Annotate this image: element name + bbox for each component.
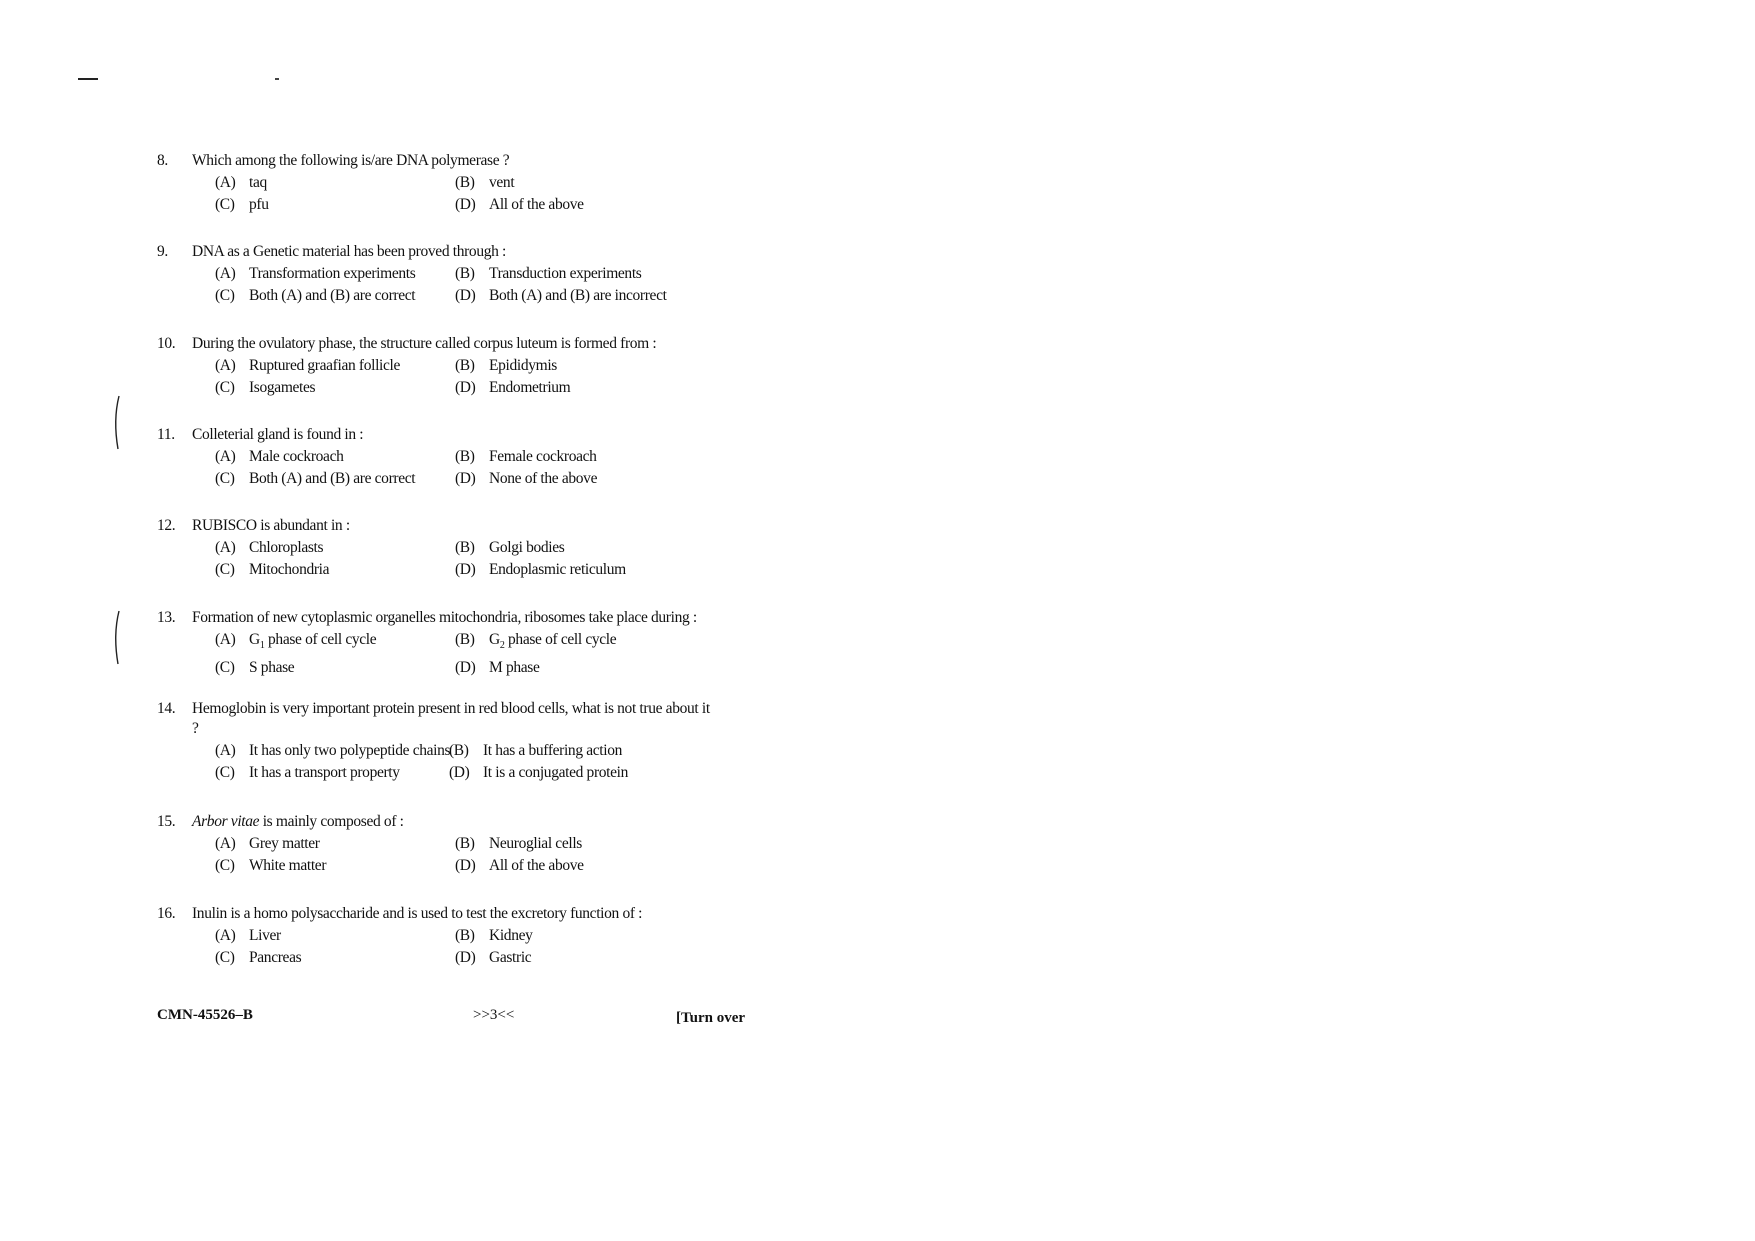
option-text: Golgi bodies xyxy=(489,539,565,556)
option-d xyxy=(455,856,695,876)
option-text: Both (A) and (B) are correct xyxy=(249,470,416,487)
question-text: Colleterial gland is found in : xyxy=(192,426,364,443)
option-label: (A) xyxy=(215,174,236,191)
option-b xyxy=(455,630,695,656)
option-a xyxy=(215,447,455,467)
option-label: (D) xyxy=(455,659,476,677)
option-label: (C) xyxy=(215,949,235,966)
question-number: 9. xyxy=(157,243,168,260)
page-number: >>3<< xyxy=(473,1007,515,1023)
question-number: 10. xyxy=(157,335,176,352)
option-c xyxy=(215,658,455,678)
question-10 xyxy=(157,334,757,398)
option-label: (D) xyxy=(455,561,476,578)
option-label: (D) xyxy=(455,949,476,966)
option-text: S phase xyxy=(249,659,295,677)
option-a xyxy=(215,741,449,761)
option-text: Pancreas xyxy=(249,949,302,966)
margin-bracket-mark xyxy=(110,395,124,450)
option-a xyxy=(215,356,455,376)
option-text-rest: phase of cell cycle xyxy=(268,631,377,648)
option-b xyxy=(455,356,695,376)
option-label: (B) xyxy=(455,357,475,374)
option-a xyxy=(215,264,455,284)
option-label: (C) xyxy=(215,470,235,487)
option-d xyxy=(455,948,695,968)
option-label: (D) xyxy=(455,379,476,396)
margin-bracket-mark xyxy=(110,610,124,665)
option-a xyxy=(215,173,455,193)
question-number: 13. xyxy=(157,609,176,626)
option-d xyxy=(455,560,695,580)
option-label: (C) xyxy=(215,561,235,578)
option-text: Epididymis xyxy=(489,357,557,374)
question-text: During the ovulatory phase, the structure called corpus luteum is formed from : xyxy=(192,335,657,352)
option-label: (B) xyxy=(455,631,475,648)
question-number: 11. xyxy=(157,426,175,443)
phase-subscript: 2 xyxy=(499,640,505,652)
option-label: (B) xyxy=(455,927,475,944)
option-label: (B) xyxy=(455,448,475,465)
option-text: pfu xyxy=(249,196,269,213)
option-label: (B) xyxy=(455,835,475,852)
option-text: Kidney xyxy=(489,927,533,944)
option-label: (D) xyxy=(455,857,476,874)
phase-letter: G xyxy=(249,631,260,648)
option-b xyxy=(449,741,689,761)
option-text: Both (A) and (B) are incorrect xyxy=(489,287,667,304)
option-label: (D) xyxy=(455,196,476,213)
option-text: Grey matter xyxy=(249,835,320,852)
option-d xyxy=(455,658,695,678)
question-16 xyxy=(157,904,757,968)
question-15 xyxy=(157,812,757,876)
option-b xyxy=(455,834,695,854)
option-d xyxy=(455,378,695,398)
option-text: Ruptured graafian follicle xyxy=(249,357,401,374)
option-label: (A) xyxy=(215,927,236,944)
question-text xyxy=(192,812,757,832)
question-text: DNA as a Genetic material has been proved through : xyxy=(192,243,507,260)
option-text: None of the above xyxy=(489,470,598,487)
option-label: (D) xyxy=(449,764,470,781)
phase-subscript: 1 xyxy=(259,640,265,652)
question-text: Inulin is a homo polysaccharide and is used to test the excretory function of : xyxy=(192,905,643,922)
option-text: It is a conjugated protein xyxy=(483,764,628,781)
option-text: White matter xyxy=(249,857,327,874)
option-text: It has a transport property xyxy=(249,764,400,781)
option-a xyxy=(215,926,455,946)
option-text: Endoplasmic reticulum xyxy=(489,561,626,578)
option-text: M phase xyxy=(489,659,540,677)
question-text: Formation of new cytoplasmic organelles mitochondria, ribosomes take place during : xyxy=(192,609,697,626)
option-text: Female cockroach xyxy=(489,448,597,465)
question-13 xyxy=(157,608,757,678)
phase-letter: G xyxy=(489,631,500,648)
option-text: Transduction experiments xyxy=(489,265,642,282)
option-c xyxy=(215,560,455,580)
question-12 xyxy=(157,516,757,580)
option-text: Isogametes xyxy=(249,379,316,396)
option-label: (A) xyxy=(215,835,236,852)
option-label: (B) xyxy=(455,539,475,556)
option-b xyxy=(455,447,695,467)
option-label: (C) xyxy=(215,287,235,304)
question-14 xyxy=(157,699,717,783)
option-a xyxy=(215,538,455,558)
question-italic-term: Arbor vitae xyxy=(192,813,260,830)
option-text xyxy=(249,630,376,656)
option-label: (A) xyxy=(215,539,236,556)
option-c xyxy=(215,763,449,783)
option-text: All of the above xyxy=(489,857,584,874)
option-label: (C) xyxy=(215,196,235,213)
option-text: Male cockroach xyxy=(249,448,344,465)
option-label: (D) xyxy=(455,470,476,487)
question-number: 15. xyxy=(157,813,176,830)
question-number: 14. xyxy=(157,700,176,717)
option-b xyxy=(455,173,695,193)
option-text: taq xyxy=(249,174,267,191)
option-text: All of the above xyxy=(489,196,584,213)
option-text: Both (A) and (B) are correct xyxy=(249,287,416,304)
option-label: (C) xyxy=(215,659,235,677)
option-label: (D) xyxy=(455,287,476,304)
option-b xyxy=(455,926,695,946)
paper-code: CMN-45526–B xyxy=(157,1007,253,1023)
option-text xyxy=(489,630,616,656)
option-text: Chloroplasts xyxy=(249,539,324,556)
question-number: 16. xyxy=(157,905,176,922)
option-a xyxy=(215,834,455,854)
option-a xyxy=(215,630,455,656)
option-b xyxy=(455,538,695,558)
question-number: 12. xyxy=(157,517,176,534)
option-text-rest: phase of cell cycle xyxy=(508,631,617,648)
option-label: (C) xyxy=(215,764,235,781)
option-label: (A) xyxy=(215,357,236,374)
question-11 xyxy=(157,425,757,489)
option-text: It has only two polypeptide chains xyxy=(249,742,451,759)
scan-dash-mark xyxy=(78,78,98,80)
scan-dot-mark xyxy=(275,78,279,80)
option-c xyxy=(215,286,455,306)
option-label: (C) xyxy=(215,379,235,396)
option-c xyxy=(215,469,455,489)
option-label: (A) xyxy=(215,265,236,282)
question-text: RUBISCO is abundant in : xyxy=(192,517,350,534)
option-label: (C) xyxy=(215,857,235,874)
option-c xyxy=(215,948,455,968)
question-text: Hemoglobin is very important protein present in red blood cells, what is not true about it ? xyxy=(192,700,710,737)
question-text: Which among the following is/are DNA polymerase ? xyxy=(192,152,510,169)
question-number: 8. xyxy=(157,152,168,169)
option-text: Mitochondria xyxy=(249,561,330,578)
option-text: Neuroglial cells xyxy=(489,835,582,852)
option-label: (B) xyxy=(455,174,475,191)
option-b xyxy=(455,264,695,284)
question-8 xyxy=(157,151,757,215)
question-text-rest: is mainly composed of : xyxy=(259,813,404,830)
option-text: vent xyxy=(489,174,515,191)
option-text: It has a buffering action xyxy=(483,742,623,759)
option-c xyxy=(215,378,455,398)
option-label: (B) xyxy=(449,742,469,759)
question-9 xyxy=(157,242,757,306)
option-c xyxy=(215,195,455,215)
option-label: (B) xyxy=(455,265,475,282)
option-d xyxy=(449,763,689,783)
option-label: (A) xyxy=(215,742,236,759)
option-label: (A) xyxy=(215,448,236,465)
option-d xyxy=(455,286,695,306)
option-text: Endometrium xyxy=(489,379,571,396)
option-c xyxy=(215,856,455,876)
option-d xyxy=(455,469,695,489)
option-label: (A) xyxy=(215,631,236,648)
option-text: Liver xyxy=(249,927,281,944)
option-text: Gastric xyxy=(489,949,532,966)
option-d xyxy=(455,195,695,215)
option-text: Transformation experiments xyxy=(249,265,416,282)
turn-over-note: [Turn over xyxy=(676,1010,746,1026)
